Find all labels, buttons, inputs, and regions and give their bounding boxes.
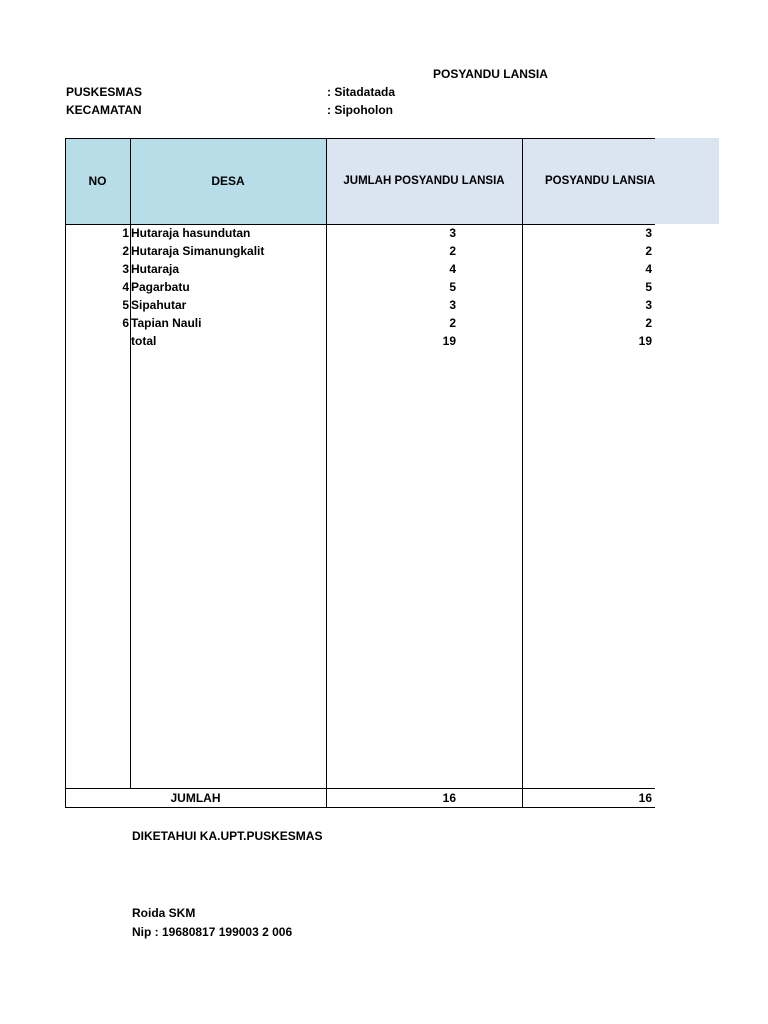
kecamatan-label: KECAMATAN [66, 103, 142, 117]
row-jumlah: 2 [449, 316, 456, 330]
table-bottom-border [65, 807, 655, 808]
row-no: 1 [122, 226, 129, 240]
table-top-border [65, 138, 655, 139]
row-desa: Hutaraja [131, 262, 180, 276]
puskesmas-value: : Sitadatada [327, 85, 396, 99]
header-overflow-fill [655, 138, 719, 224]
row-jumlah: 4 [449, 262, 456, 276]
row-posyandu: 2 [645, 244, 652, 258]
row-desa: total [131, 334, 157, 348]
column-header-no [65, 138, 130, 224]
column-header-no-text: NO [88, 174, 107, 188]
row-jumlah: 3 [449, 298, 456, 312]
row-desa: Sipahutar [131, 298, 187, 312]
row-posyandu: 3 [645, 298, 652, 312]
signature-name: Roida SKM [132, 906, 196, 920]
column-header-posyandu [522, 138, 655, 224]
puskesmas-label: PUSKESMAS [66, 85, 143, 99]
footer-label: JUMLAH [170, 791, 221, 805]
row-jumlah: 3 [449, 226, 456, 240]
row-posyandu: 4 [645, 262, 652, 276]
row-desa: Hutaraja hasundutan [131, 226, 251, 240]
row-jumlah: 5 [449, 280, 456, 294]
column-header-jumlah-text: JUMLAH POSYANDU LANSIA [343, 175, 505, 187]
column-header-posyandu-text: POSYANDU LANSIA [545, 175, 655, 187]
signature-nip: Nip : 19680817 199003 2 006 [132, 925, 293, 939]
row-jumlah: 2 [449, 244, 456, 258]
row-posyandu: 5 [645, 280, 652, 294]
row-desa: Tapian Nauli [131, 316, 202, 330]
footer-posyandu: 16 [638, 791, 652, 805]
kecamatan-value: : Sipoholon [327, 103, 393, 117]
signature-title: DIKETAHUI KA.UPT.PUSKESMAS [132, 829, 323, 843]
row-posyandu: 2 [645, 316, 652, 330]
column-header-jumlah [326, 138, 522, 224]
row-desa: Hutaraja Simanungkalit [131, 244, 265, 258]
posyandu-table [65, 138, 655, 808]
row-no: 5 [122, 298, 129, 312]
row-no: 3 [122, 262, 129, 276]
column-header-desa-text: DESA [211, 174, 245, 188]
row-jumlah: 19 [442, 334, 456, 348]
footer-jumlah: 16 [442, 791, 456, 805]
row-desa: Pagarbatu [131, 280, 190, 294]
row-posyandu: 19 [638, 334, 652, 348]
row-no: 4 [122, 280, 129, 294]
page-title: POSYANDU LANSIA [433, 67, 548, 81]
row-posyandu: 3 [645, 226, 652, 240]
column-header-desa [130, 138, 326, 224]
row-no: 6 [122, 316, 129, 330]
row-no: 2 [122, 244, 129, 258]
